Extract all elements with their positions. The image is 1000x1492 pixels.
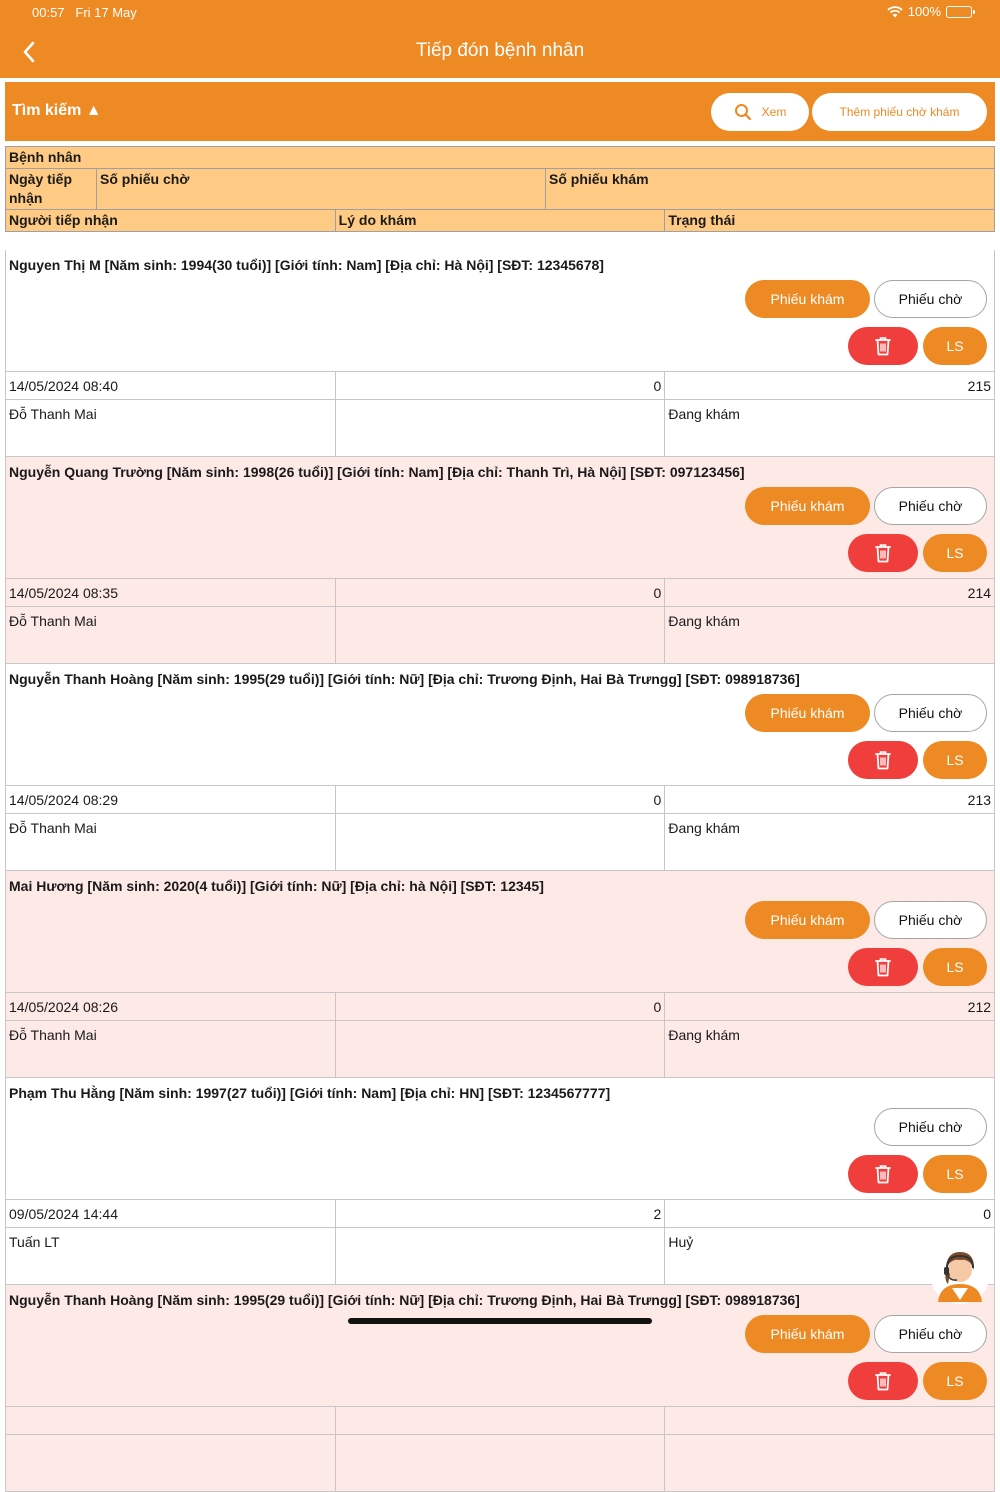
header-receiver: Người tiếp nhận bbox=[9, 212, 118, 228]
receiver-cell: Đỗ Thanh Mai bbox=[5, 607, 336, 664]
exam-ticket-button[interactable]: Phiếu khám bbox=[745, 901, 870, 939]
patient-row[interactable] bbox=[5, 871, 995, 993]
exam-number-cell: 212 bbox=[665, 993, 995, 1021]
patient-info: Mai Hương [Năm sinh: 2020(4 tuổi)] [Giới tính: Nữ] [Địa chỉ: hà Nội] [SĐT: 12345] bbox=[9, 878, 544, 894]
status-cell: Đang khám bbox=[665, 1021, 995, 1078]
battery-icon bbox=[946, 6, 972, 18]
waiting-number-cell: 0 bbox=[336, 372, 666, 400]
trash-icon bbox=[873, 749, 893, 771]
search-bar bbox=[5, 82, 995, 141]
waiting-ticket-button[interactable]: Phiếu chờ bbox=[874, 280, 987, 318]
patient-row[interactable] bbox=[5, 664, 995, 786]
patient-record bbox=[5, 664, 995, 871]
patient-info: Nguyễn Quang Trường [Năm sinh: 1998(26 tuổi)] [Giới tính: Nam] [Địa chỉ: Thanh Trì, Hà Nội] [SĐT: 097123456] bbox=[9, 464, 745, 480]
status-cell: Đang khám bbox=[665, 400, 995, 457]
received-date-cell: 14/05/2024 08:40 bbox=[5, 372, 336, 400]
trash-icon bbox=[873, 335, 893, 357]
waiting-number-cell: 2 bbox=[336, 1200, 666, 1228]
exam-ticket-button[interactable]: Phiếu khám bbox=[745, 487, 870, 525]
patient-row[interactable] bbox=[5, 1285, 995, 1407]
page-title: Tiếp đón bệnh nhân bbox=[415, 40, 585, 61]
column-headers bbox=[5, 146, 995, 232]
add-waiting-ticket-button[interactable]: Thêm phiếu chờ khám bbox=[812, 93, 987, 131]
delete-button[interactable] bbox=[848, 948, 918, 986]
header-status: Trạng thái bbox=[664, 210, 994, 231]
exam-number-cell: 214 bbox=[665, 579, 995, 607]
support-agent-icon bbox=[930, 1244, 990, 1304]
patient-info: Phạm Thu Hằng [Năm sinh: 1997(27 tuổi)] [Giới tính: Nam] [Địa chỉ: HN] [SĐT: 1234567777] bbox=[9, 1085, 611, 1101]
status-cell bbox=[665, 1435, 995, 1492]
patient-row[interactable] bbox=[5, 457, 995, 579]
history-button[interactable]: LS bbox=[923, 948, 987, 986]
history-button[interactable]: LS bbox=[923, 1362, 987, 1400]
receiver-cell bbox=[5, 1435, 336, 1492]
status-cell: Đang khám bbox=[665, 814, 995, 871]
reason-cell bbox=[336, 814, 666, 871]
status-cell: Đang khám bbox=[665, 607, 995, 664]
view-button[interactable] bbox=[711, 93, 809, 131]
delete-button[interactable] bbox=[848, 534, 918, 572]
received-date-cell: 09/05/2024 14:44 bbox=[5, 1200, 336, 1228]
reason-cell bbox=[336, 607, 666, 664]
header-reason: Lý do khám bbox=[335, 210, 665, 231]
received-date-cell: 14/05/2024 08:29 bbox=[5, 786, 336, 814]
reason-cell bbox=[336, 400, 666, 457]
patient-row[interactable] bbox=[5, 250, 995, 372]
waiting-ticket-button[interactable]: Phiếu chờ bbox=[874, 901, 987, 939]
wifi-icon bbox=[887, 6, 903, 18]
waiting-ticket-button[interactable]: Phiếu chờ bbox=[874, 1108, 987, 1146]
waiting-number-cell: 0 bbox=[336, 786, 666, 814]
history-button[interactable]: LS bbox=[923, 534, 987, 572]
exam-number-cell: 213 bbox=[665, 786, 995, 814]
patient-record bbox=[5, 250, 995, 457]
battery-percent: 100% bbox=[907, 4, 941, 19]
patient-row[interactable] bbox=[5, 1078, 995, 1200]
history-button[interactable]: LS bbox=[923, 327, 987, 365]
exam-ticket-button[interactable]: Phiếu khám bbox=[745, 694, 870, 732]
patient-record bbox=[5, 1078, 995, 1285]
history-button[interactable]: LS bbox=[923, 741, 987, 779]
waiting-ticket-button[interactable]: Phiếu chờ bbox=[874, 487, 987, 525]
status-indicators bbox=[887, 4, 972, 19]
patient-info: Nguyễn Thanh Hoàng [Năm sinh: 1995(29 tuổi)] [Giới tính: Nữ] [Địa chỉ: Trương Định, Hai Bà Trưngg] [SĐT: 098918736] bbox=[9, 671, 800, 687]
reason-cell bbox=[336, 1228, 666, 1285]
exam-ticket-button[interactable]: Phiếu khám bbox=[745, 1315, 870, 1353]
waiting-ticket-button[interactable]: Phiếu chờ bbox=[874, 1315, 987, 1353]
search-toggle[interactable]: Tìm kiếm ▲ bbox=[12, 102, 102, 119]
patient-info: Nguyen Thị M [Năm sinh: 1994(30 tuổi)] [Giới tính: Nam] [Địa chỉ: Hà Nội] [SĐT: 12345678] bbox=[9, 257, 604, 273]
header-received-date: Ngày tiếp nhận bbox=[9, 171, 73, 206]
waiting-ticket-button[interactable]: Phiếu chờ bbox=[874, 694, 987, 732]
delete-button[interactable] bbox=[848, 1362, 918, 1400]
header-patient: Bệnh nhân bbox=[9, 149, 82, 165]
patient-record bbox=[5, 457, 995, 664]
header-exam-ticket: Số phiếu khám bbox=[545, 169, 994, 209]
patient-record bbox=[5, 1285, 995, 1492]
exam-number-cell: 215 bbox=[665, 372, 995, 400]
delete-button[interactable] bbox=[848, 1155, 918, 1193]
reason-cell bbox=[336, 1435, 666, 1492]
received-date-cell: 14/05/2024 08:35 bbox=[5, 579, 336, 607]
delete-button[interactable] bbox=[848, 327, 918, 365]
received-date-cell bbox=[5, 1407, 336, 1435]
trash-icon bbox=[873, 956, 893, 978]
status-time: 00:57 Fri 17 May bbox=[32, 5, 137, 20]
status-bar bbox=[0, 0, 1000, 26]
nav-bar bbox=[0, 26, 1000, 78]
delete-button[interactable] bbox=[848, 741, 918, 779]
trash-icon bbox=[873, 542, 893, 564]
receiver-cell: Đỗ Thanh Mai bbox=[5, 1021, 336, 1078]
patient-info: Nguyễn Thanh Hoàng [Năm sinh: 1995(29 tuổi)] [Giới tính: Nữ] [Địa chỉ: Trương Định, Hai Bà Trưngg] [SĐT: 098918736] bbox=[9, 1292, 800, 1308]
home-indicator bbox=[348, 1318, 652, 1324]
receiver-cell: Đỗ Thanh Mai bbox=[5, 400, 336, 457]
exam-number-cell: 0 bbox=[665, 1200, 995, 1228]
trash-icon bbox=[873, 1370, 893, 1392]
status-cell: Huỷ bbox=[665, 1228, 995, 1285]
support-agent-button[interactable] bbox=[930, 1244, 990, 1304]
receiver-cell: Tuấn LT bbox=[5, 1228, 336, 1285]
exam-ticket-button[interactable]: Phiếu khám bbox=[745, 280, 870, 318]
receiver-cell: Đỗ Thanh Mai bbox=[5, 814, 336, 871]
trash-icon bbox=[873, 1163, 893, 1185]
history-button[interactable]: LS bbox=[923, 1155, 987, 1193]
waiting-number-cell: 0 bbox=[336, 993, 666, 1021]
waiting-number-cell bbox=[336, 1407, 666, 1435]
search-icon bbox=[734, 103, 752, 121]
patient-list bbox=[5, 250, 995, 1492]
patient-record bbox=[5, 871, 995, 1078]
view-button-label: Xem bbox=[761, 105, 787, 119]
waiting-number-cell: 0 bbox=[336, 579, 666, 607]
received-date-cell: 14/05/2024 08:26 bbox=[5, 993, 336, 1021]
header-waiting-ticket: Số phiếu chờ bbox=[96, 169, 545, 209]
reason-cell bbox=[336, 1021, 666, 1078]
exam-number-cell bbox=[665, 1407, 995, 1435]
